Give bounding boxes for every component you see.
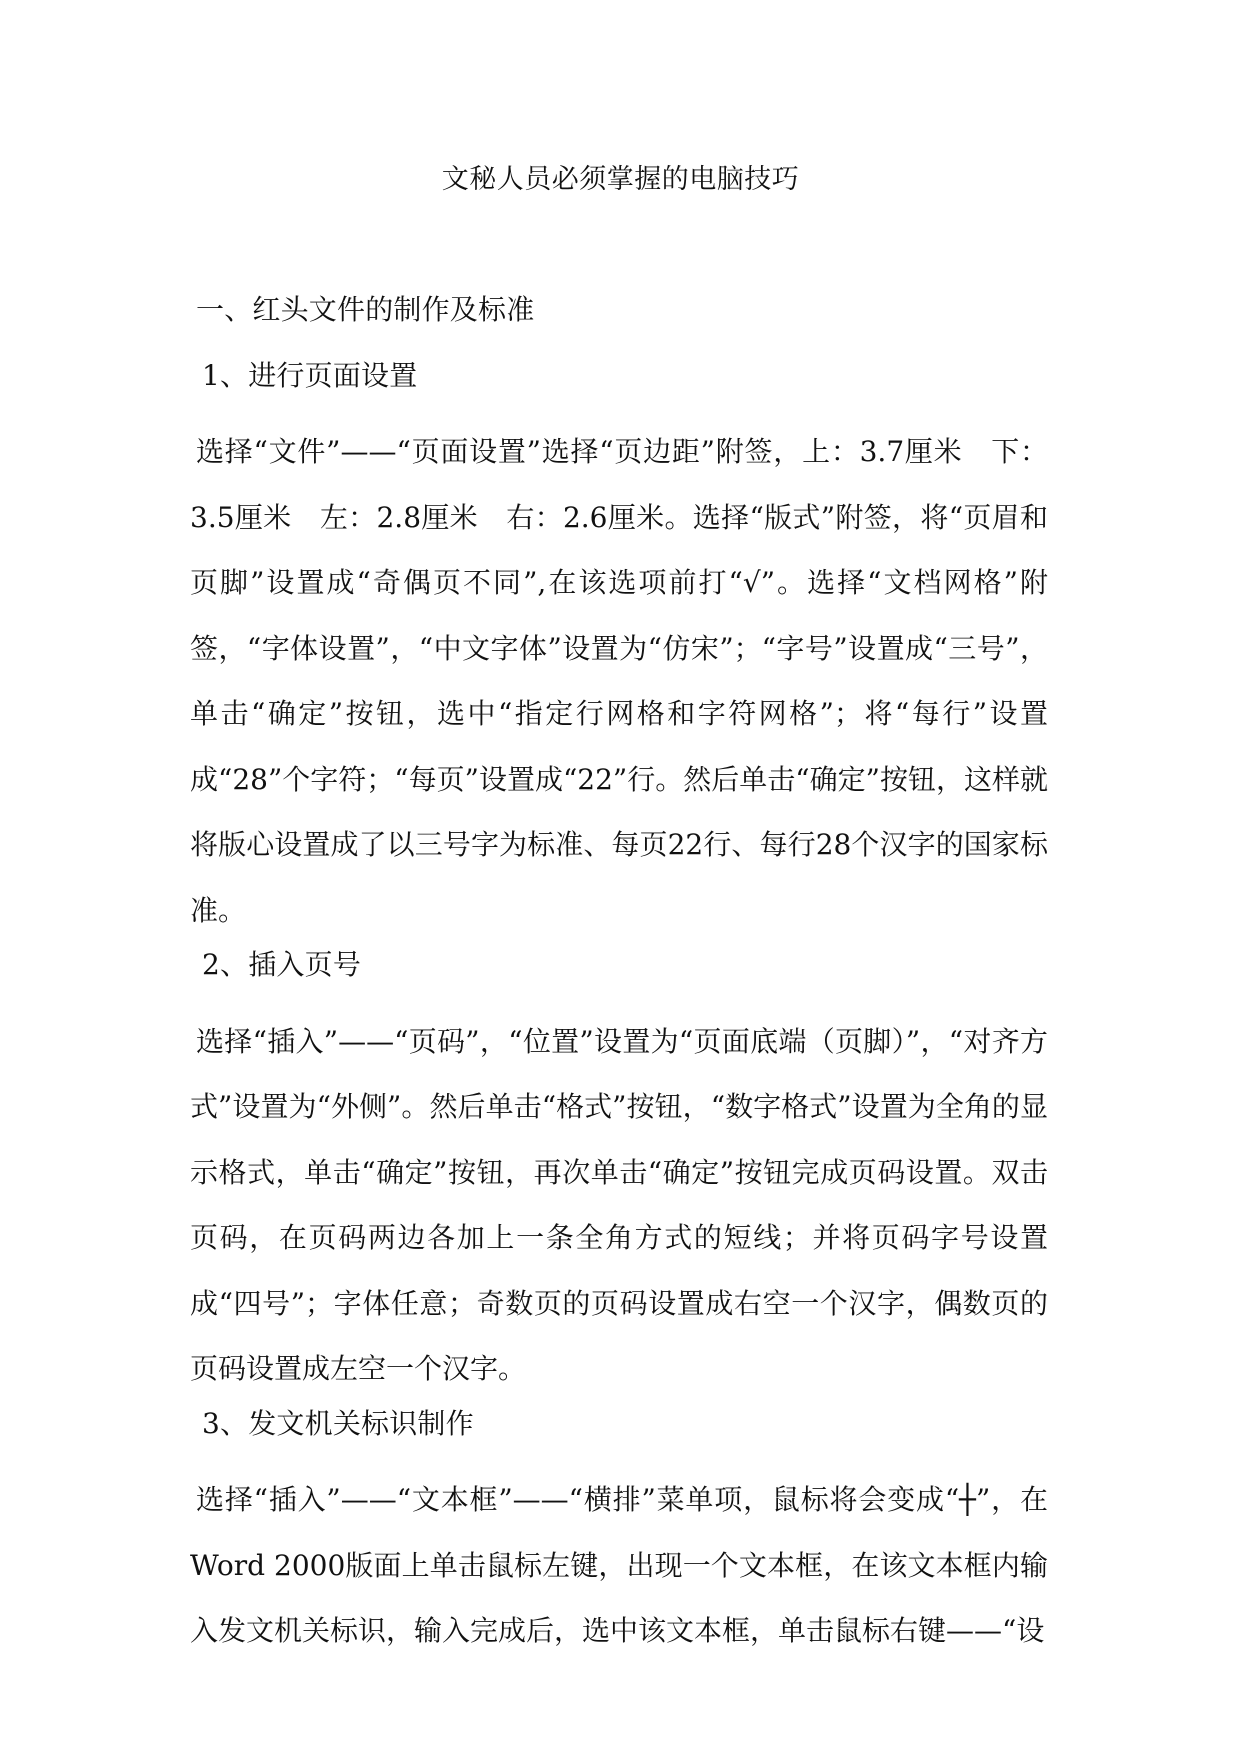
subsection-heading-issuer-mark: 3、发文机关标识制作 [202,1406,474,1440]
section-heading: 一、红头文件的制作及标准 [196,293,535,326]
subsection-heading-page-number: 2、插入页号 [202,948,362,981]
paragraph-page-setup: 选择“文件”——“页面设置”选择“页边距”附签，上：3.7厘米 下：3.5厘米 左：2.8厘米 右：2.6厘米。选择“版式”附签，将“页眉和页脚”设置成“奇偶页不同”,在该选项前打“√”。选择“文档网格”附签，“字体设置”，“中文字体”设置为“仿宋”；“字号”设置成“三号”，单击“确定”按钮，选中“指定行网格和字符网格”；将“每行”设置成“28”个字符；“每页”设置成“22”行。然后单击“确定”按钮，这样就将版心设置成了以三号字为标准、每页22行、每行28个汉字的国家标准。 [190,435,1048,927]
subsection-heading-page-setup: 1、进行页面设置 [202,358,418,392]
paragraph-page-number: 选择“插入”——“页码”，“位置”设置为“页面底端（页脚）”，“对齐方式”设置为“外侧”。然后单击“格式”按钮，“数字格式”设置为全角的显示格式，单击“确定”按钮，再次单击“确定”按钮完成页码设置。双击页码，在页码两边各加上一条全角方式的短线；并将页码字号设置成“四号”；字体任意；奇数页的页码设置成右空一个汉字，偶数页的页码设置成左空一个汉字。 [190,1024,1048,1385]
document-body [190,288,1048,1664]
paragraph-issuer-mark: 选择“插入”——“文本框”——“横排”菜单项，鼠标将会变成“┼”，在Word 2000版面上单击鼠标左键，出现一个文本框，在该文本框内输入发文机关标识，输入完成后，选中该文本框，单击鼠标右键——“设 [190,1483,1048,1647]
document-title: 文秘人员必须掌握的电脑技巧 [441,164,800,195]
